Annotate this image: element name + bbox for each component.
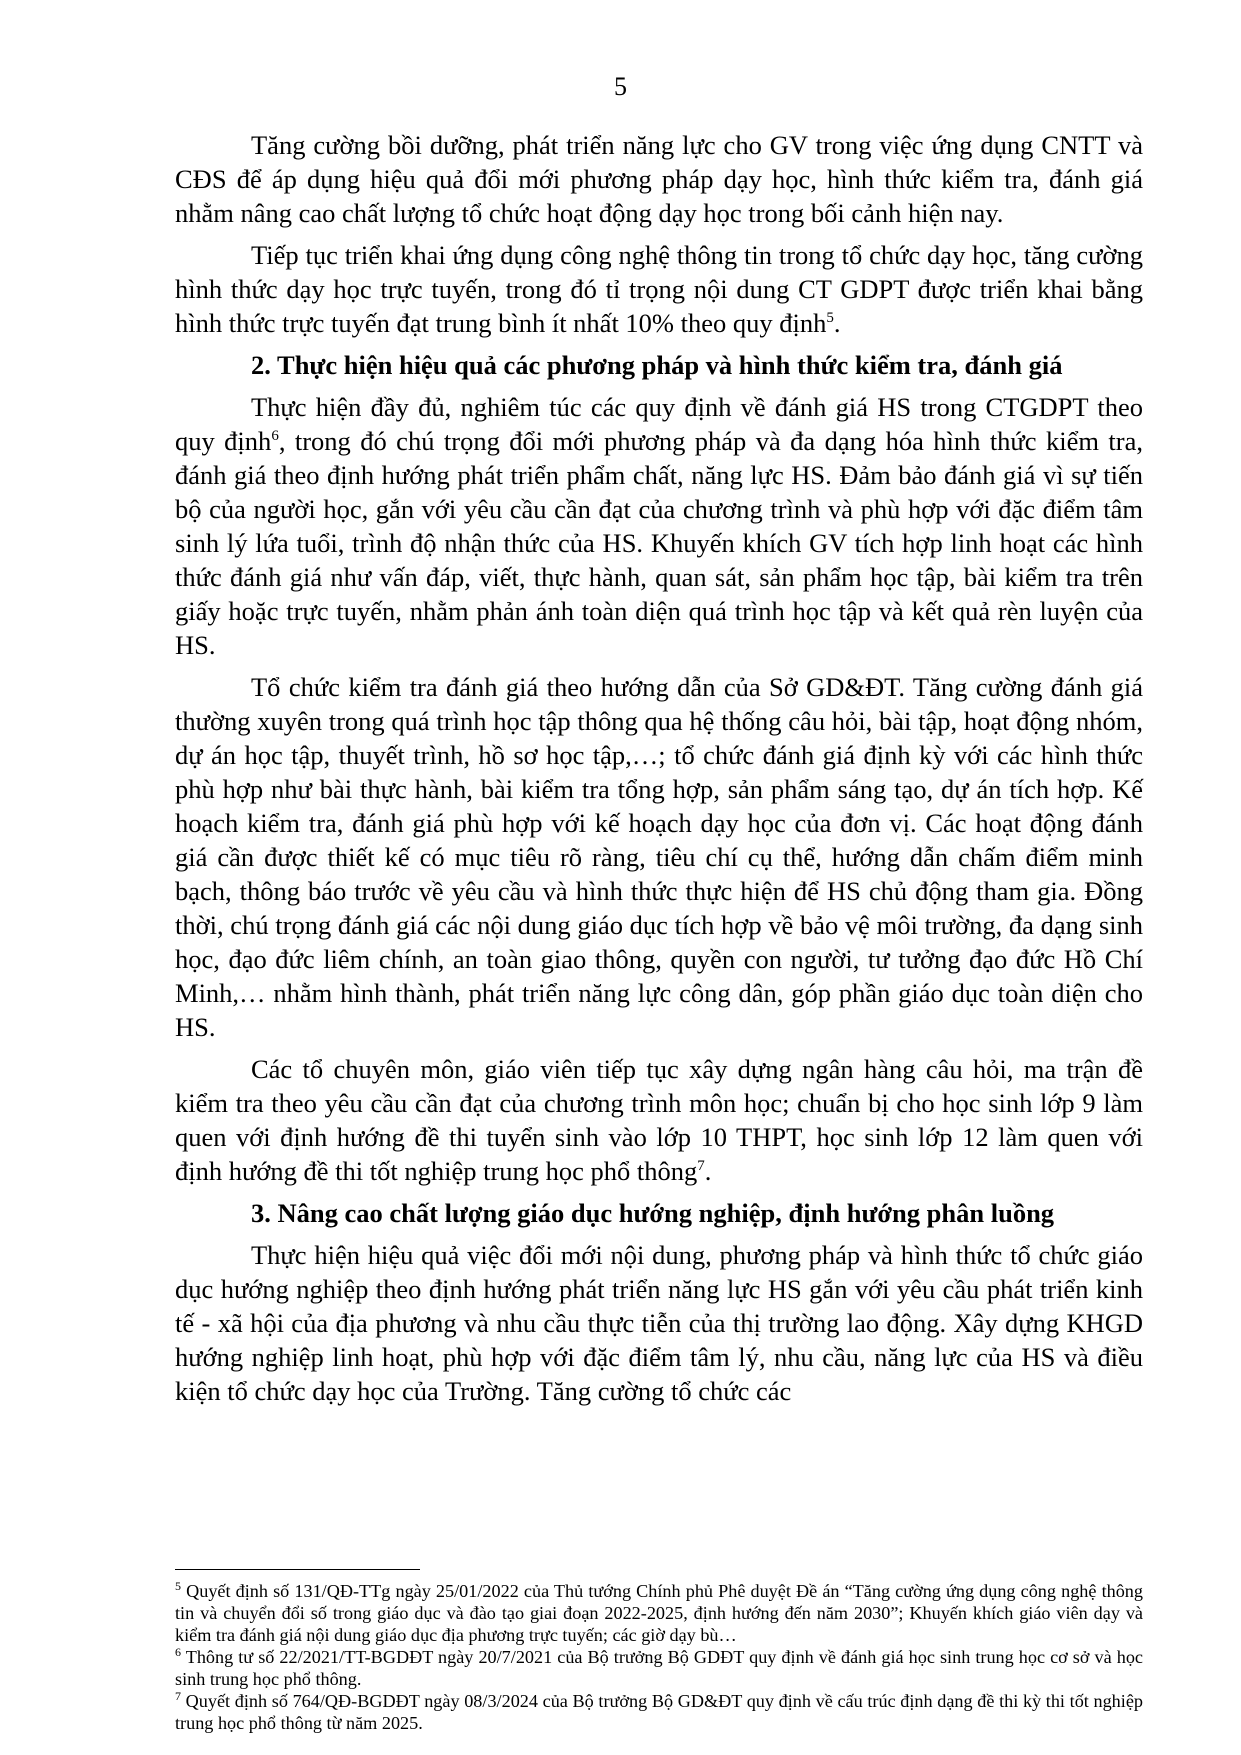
paragraph-assessment-rules: Thực hiện đầy đủ, nghiêm túc các quy định về đánh giá HS trong CTGDPT theo quy định$^6$, trong đó chú trọng đổi mới phương pháp và đa dạng hóa hình thức kiểm tra, đánh giá theo định hướng phát triển phẩm chất, năng lực HS. Đảm bảo đánh giá vì sự tiến bộ của người học, gắn với yêu cầu cần đạt của chương trình và phù hợp với đặc điểm tâm sinh lý lứa tuổi, trình độ nhận thức của HS. Khuyến khích GV tích hợp linh hoạt các hình thức đánh giá như vấn đáp, viết, thực hành, quan sát, sản phẩm học tập, bài kiểm tra trên giấy hoặc trực tuyến, nhằm phản ánh toàn diện quá trình học tập và kết quả rèn luyện của HS. bbox=[175, 392, 1143, 660]
paragraph-question-bank: Các tổ chuyên môn, giáo viên tiếp tục xây dựng ngân hàng câu hỏi, ma trận đề kiểm tra theo yêu cầu cần đạt của chương trình môn học; chuẩn bị cho học sinh lớp 9 làm quen với định hướng đề thi tuyển sinh vào lớp 10 THPT, học sinh lớp 12 làm quen với định hướng đề thi tốt nghiệp trung học phổ thông$^7$. bbox=[175, 1054, 1143, 1186]
paragraph-ict-training: Tăng cường bồi dưỡng, phát triển năng lực cho GV trong việc ứng dụng CNTT và CĐS để áp dụng hiệu quả đổi mới phương pháp dạy học, hình thức kiểm tra, đánh giá nhằm nâng cao chất lượng tổ chức hoạt động dạy học trong bối cảnh hiện nay. bbox=[175, 130, 1143, 228]
paragraph-assessment-organization: Tổ chức kiểm tra đánh giá theo hướng dẫn của Sở GD&ĐT. Tăng cường đánh giá thường xuyên trong quá trình học tập thông qua hệ thống câu hỏi, bài tập, hoạt động nhóm, dự án học tập, thuyết trình, hồ sơ học tập,…; tổ chức đánh giá định kỳ với các hình thức phù hợp như bài thực hành, bài kiểm tra tổng hợp, sản phẩm sáng tạo, dự án tích hợp. Kế hoạch kiểm tra, đánh giá phù hợp với kế hoạch dạy học của đơn vị. Các hoạt động đánh giá cần được thiết kế có mục tiêu rõ ràng, tiêu chí cụ thể, hướng dẫn chấm điểm minh bạch, thông báo trước về yêu cầu và hình thức thực hiện để HS chủ động tham gia. Đồng thời, chú trọng đánh giá các nội dung giáo dục tích hợp về bảo vệ môi trường, đa dạng sinh học, đạo đức liêm chính, an toàn giao thông, quyền con người, tư tưởng đạo đức Hồ Chí Minh,… nhằm hình thành, phát triển năng lực công dân, góp phần giáo dục toàn diện cho HS. bbox=[175, 672, 1143, 1042]
footnote-5: $^5$ Quyết định số 131/QĐ-TTg ngày 25/01/2022 của Thủ tướng Chính phủ Phê duyệt Đề án “Tăng cường ứng dụng công nghệ thông tin và chuyển đổi số trong giáo dục và đào tạo giai đoạn 2022-2025, định hướng đến năm 2030”; Khuyến khích giáo viên dạy và kiểm tra đánh giá nội dung giáo dục địa phương trực tuyến; các giờ dạy bù… bbox=[175, 1578, 1143, 1645]
footnote-ref-5[interactable]: 5 bbox=[826, 310, 834, 327]
footnote-6: $^6$ Thông tư số 22/2021/TT-BGDĐT ngày 20/7/2021 của Bộ trưởng Bộ GDĐT quy định về đánh giá học sinh trung học cơ sở và học sinh trung học phổ thông. bbox=[175, 1644, 1144, 1689]
paragraph-online-teaching: Tiếp tục triển khai ứng dụng công nghệ thông tin trong tổ chức dạy học, tăng cường hình thức dạy học trực tuyến, trong đó tỉ trọng nội dung CT GDPT được triển khai bằng hình thức trực tuyến đạt trung bình ít nhất 10% theo quy định$^5$. bbox=[175, 240, 1143, 338]
footnote-ref-6[interactable]: 6 bbox=[271, 428, 279, 445]
footnote-ref-7[interactable]: 7 bbox=[697, 1158, 705, 1175]
footnotes bbox=[175, 1580, 1143, 1734]
body-text bbox=[175, 128, 1143, 1416]
section-heading-3: 3. Nâng cao chất lượng giáo dục hướng nghiệp, định hướng phân luồng bbox=[251, 1198, 1055, 1228]
page-number: 5 bbox=[614, 72, 627, 101]
paragraph-career-guidance: Thực hiện hiệu quả việc đổi mới nội dung, phương pháp và hình thức tổ chức giáo dục hướng nghiệp theo định hướng phát triển năng lực HS gắn với yêu cầu phát triển kinh tế - xã hội của địa phương và nhu cầu thực tiễn của thị trường lao động. Xây dựng KHGD hướng nghiệp linh hoạt, phù hợp với đặc điểm tâm lý, nhu cầu, năng lực của HS và điều kiện tổ chức dạy học của Trường. Tăng cường tổ chức các bbox=[175, 1240, 1143, 1406]
section-heading-2: 2. Thực hiện hiệu quả các phương pháp và hình thức kiểm tra, đánh giá bbox=[251, 350, 1063, 380]
footnote-7: $^7$ Quyết định số 764/QĐ-BGDĐT ngày 08/3/2024 của Bộ trưởng Bộ GD&ĐT quy định về cấu trúc định dạng đề thi kỳ thi tốt nghiệp trung học phổ thông từ năm 2025. bbox=[175, 1688, 1143, 1733]
footnote-divider bbox=[175, 1569, 420, 1570]
